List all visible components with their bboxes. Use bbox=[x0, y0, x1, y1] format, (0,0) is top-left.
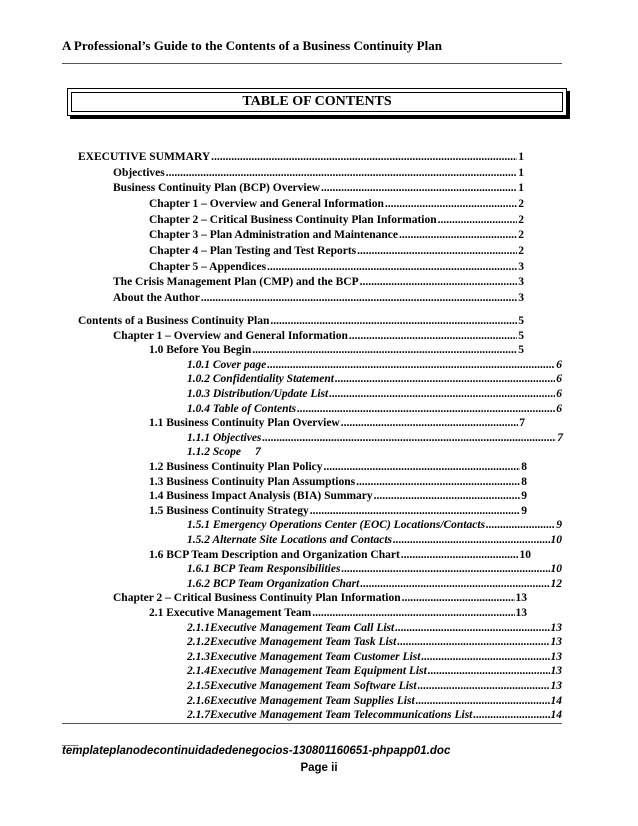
toc-entry[interactable] bbox=[113, 591, 527, 606]
toc-entry-page: 2 bbox=[518, 229, 524, 241]
toc-entry-text: 1.3 Business Continuity Plan Assumptions bbox=[149, 476, 356, 488]
toc-entry[interactable] bbox=[149, 213, 524, 228]
toc-entry-page: 6 bbox=[556, 373, 562, 385]
toc-entry-page: 7 bbox=[519, 417, 525, 429]
toc-entry-text: 1.0.1 Cover page bbox=[187, 359, 267, 371]
toc-entry-page: 10 bbox=[519, 549, 531, 561]
toc-entry-page: 5 bbox=[518, 344, 524, 356]
toc-leader bbox=[473, 708, 549, 723]
toc-leader bbox=[201, 291, 517, 306]
toc-entry-page: 1 bbox=[518, 182, 524, 194]
toc-entry-text: 1.2 Business Continuity Plan Policy bbox=[149, 461, 323, 473]
toc-entry-text: 1.5.1 Emergency Operations Center (EOC) Locations/Contacts bbox=[187, 519, 486, 531]
toc-leader bbox=[321, 181, 517, 196]
toc-entry[interactable] bbox=[149, 548, 531, 563]
toc-entry-text: EXECUTIVE SUMMARY bbox=[78, 151, 211, 163]
toc-entry-text: Chapter 1 – Overview and General Information bbox=[149, 198, 384, 210]
toc-leader bbox=[402, 591, 515, 606]
toc-entry-page: 13 bbox=[550, 622, 562, 634]
toc-entry-text: Contents of a Business Continuity Plan bbox=[78, 315, 270, 327]
toc-leader bbox=[395, 621, 549, 636]
toc-entry-page: 14 bbox=[550, 709, 562, 721]
toc-entry-page: 3 bbox=[518, 261, 524, 273]
toc-leader bbox=[252, 343, 517, 358]
document-header-title: A Professional’s Guide to the Contents of a Business Continuity Plan bbox=[62, 38, 442, 53]
toc-entry[interactable] bbox=[187, 650, 562, 665]
toc-leader bbox=[267, 260, 517, 275]
toc-leader bbox=[360, 577, 549, 592]
toc-entry-page: 13 bbox=[550, 680, 562, 692]
toc-entry-page: 8 bbox=[521, 476, 527, 488]
toc-entry[interactable] bbox=[113, 181, 524, 196]
toc-entry-text: 1.5.2 Alternate Site Locations and Contacts bbox=[187, 534, 392, 546]
toc-entry-page: 7 bbox=[254, 446, 261, 458]
toc-entry-page: 10 bbox=[550, 534, 562, 546]
toc-leader bbox=[341, 416, 519, 431]
toc-entry-text: Chapter 2 – Critical Business Continuity Plan Information bbox=[113, 592, 401, 604]
toc-entry-text: Chapter 1 – Overview and General Information bbox=[113, 330, 348, 342]
toc-entry[interactable] bbox=[187, 533, 562, 548]
toc-entry-text: Chapter 4 – Plan Testing and Test Reports bbox=[149, 245, 357, 257]
toc-leader bbox=[397, 635, 549, 650]
toc-leader bbox=[393, 533, 550, 548]
toc-leader bbox=[428, 664, 550, 679]
toc-entry-page: 12 bbox=[550, 578, 562, 590]
toc-entry-text: Objectives bbox=[113, 167, 165, 179]
toc-heading: TABLE OF CONTENTS bbox=[242, 94, 392, 109]
toc-entry-page: 5 bbox=[518, 315, 524, 327]
toc-leader bbox=[401, 548, 519, 563]
toc-entry[interactable] bbox=[149, 244, 524, 259]
toc-entry-page: 2 bbox=[518, 214, 524, 226]
toc-entry[interactable] bbox=[113, 166, 524, 181]
toc-entry[interactable] bbox=[149, 228, 524, 243]
toc-entry-page: 13 bbox=[515, 607, 527, 619]
toc-entry-page: 6 bbox=[556, 359, 562, 371]
toc-entry-text: 2.1.2Executive Management Team Task List bbox=[187, 636, 397, 648]
toc-entry-text: 2.1.1Executive Management Team Call List bbox=[187, 622, 395, 634]
toc-leader bbox=[329, 387, 555, 402]
toc-entry-page: 6 bbox=[556, 388, 562, 400]
toc-entry-page: 2 bbox=[518, 198, 524, 210]
toc-entry[interactable] bbox=[187, 635, 562, 650]
toc-entry-text: 1.0 Before You Begin bbox=[149, 344, 252, 356]
toc-entry-text: 1.1 Business Continuity Plan Overview bbox=[149, 417, 340, 429]
toc-entry-text: 1.0.2 Confidentiality Statement bbox=[187, 373, 334, 385]
toc-entry-text: 2.1.4Executive Management Team Equipment List bbox=[187, 665, 427, 677]
toc-entry-page: 5 bbox=[518, 330, 524, 342]
toc-heading-box bbox=[67, 88, 567, 116]
toc-entry[interactable] bbox=[149, 606, 527, 621]
toc-entry-page: 13 bbox=[550, 665, 562, 677]
toc-entry-text: 1.0.3 Distribution/Update List bbox=[187, 388, 329, 400]
toc-leader bbox=[270, 314, 517, 329]
toc-entry-page: 9 bbox=[521, 490, 527, 502]
toc-entry-text: 2.1.7Executive Management Team Telecommunications List bbox=[187, 709, 473, 721]
toc-entry[interactable] bbox=[113, 275, 524, 290]
toc-leader bbox=[349, 329, 517, 344]
toc-entry[interactable] bbox=[149, 260, 524, 275]
toc-leader bbox=[356, 475, 520, 490]
toc-leader bbox=[357, 244, 517, 259]
toc-entry-page: 6 bbox=[556, 403, 562, 415]
toc-entry-text: About the Author bbox=[113, 292, 200, 304]
toc-entry-text: 2.1 Executive Management Team bbox=[149, 607, 312, 619]
toc-leader bbox=[267, 358, 555, 373]
header-divider bbox=[62, 63, 562, 64]
toc-entry[interactable] bbox=[113, 291, 524, 306]
toc-entry[interactable] bbox=[187, 621, 562, 636]
toc-entry[interactable] bbox=[187, 518, 562, 533]
toc-leader bbox=[421, 650, 549, 665]
toc-leader bbox=[399, 228, 517, 243]
toc-entry[interactable] bbox=[78, 314, 524, 329]
toc-leader bbox=[166, 166, 518, 181]
toc-entry-page: 13 bbox=[550, 636, 562, 648]
toc-entry[interactable] bbox=[187, 562, 562, 577]
toc-entry-text: 1.4 Business Impact Analysis (BIA) Summary bbox=[149, 490, 373, 502]
toc-entry-text: 1.6.2 BCP Team Organization Chart bbox=[187, 578, 360, 590]
toc-entry[interactable] bbox=[78, 150, 524, 165]
toc-entry[interactable] bbox=[149, 197, 524, 212]
toc-entry-page: 13 bbox=[550, 651, 562, 663]
toc-entry-page: 9 bbox=[521, 505, 527, 517]
footer-filename: templateplanodecontinuidadedenegocios-130801160651-phpapp01.doc bbox=[62, 745, 451, 757]
toc-entry-text: 1.1.2 Scope bbox=[187, 446, 241, 458]
toc-entry[interactable] bbox=[187, 679, 562, 694]
toc-entry-text: Chapter 2 – Critical Business Continuity Plan Information bbox=[149, 214, 437, 226]
toc-leader bbox=[335, 372, 555, 387]
toc-entry[interactable] bbox=[187, 708, 562, 723]
toc-leader bbox=[418, 679, 550, 694]
toc-entry[interactable] bbox=[187, 445, 261, 460]
toc-leader bbox=[310, 504, 521, 519]
toc-entry-page: 3 bbox=[518, 292, 524, 304]
toc-entry-text: 1.1.1 Objectives bbox=[187, 432, 262, 444]
toc-entry-page: 1 bbox=[518, 151, 524, 163]
toc-entry-text: 1.6.1 BCP Team Responsibilities bbox=[187, 563, 341, 575]
toc-entry-page: 7 bbox=[557, 432, 563, 444]
toc-entry-text: Chapter 3 – Plan Administration and Maintenance bbox=[149, 229, 398, 241]
toc-entry-text: 2.1.5Executive Management Team Software List bbox=[187, 680, 417, 692]
toc-entry[interactable] bbox=[187, 358, 562, 373]
toc-entry-page: 9 bbox=[556, 519, 562, 531]
toc-entry-text: 1.5 Business Continuity Strategy bbox=[149, 505, 309, 517]
toc-entry-text: 2.1.6Executive Management Team Supplies List bbox=[187, 695, 415, 707]
toc-leader bbox=[341, 562, 549, 577]
toc-entry-page: 1 bbox=[518, 167, 524, 179]
toc-leader bbox=[438, 213, 518, 228]
toc-leader bbox=[374, 489, 521, 504]
toc-leader bbox=[416, 694, 550, 709]
toc-leader bbox=[312, 606, 514, 621]
toc-leader bbox=[211, 150, 517, 165]
toc-entry-page: 13 bbox=[515, 592, 527, 604]
toc-entry[interactable] bbox=[149, 475, 527, 490]
toc-entry-page: 2 bbox=[518, 245, 524, 257]
toc-entry[interactable] bbox=[187, 694, 562, 709]
toc-entry[interactable] bbox=[149, 489, 527, 504]
toc-entry-text: 1.0.4 Table of Contents bbox=[187, 403, 297, 415]
toc-entry-page: 14 bbox=[550, 695, 562, 707]
toc-entry[interactable] bbox=[187, 387, 562, 402]
page-number: Page ii bbox=[300, 762, 338, 774]
toc-leader bbox=[486, 518, 555, 533]
toc-entry[interactable] bbox=[149, 343, 524, 358]
toc-entry-page: 8 bbox=[521, 461, 527, 473]
toc-entry[interactable] bbox=[187, 431, 563, 446]
toc-entry-text: Business Continuity Plan (BCP) Overview bbox=[113, 182, 321, 194]
toc-entry-text: 2.1.3Executive Management Team Customer List bbox=[187, 651, 421, 663]
toc-entry[interactable] bbox=[187, 577, 562, 592]
toc-leader bbox=[324, 460, 521, 475]
toc-entry-text: The Crisis Management Plan (CMP) and the BCP bbox=[113, 276, 359, 288]
toc-leader bbox=[262, 431, 556, 446]
toc-entry-text: 1.6 BCP Team Description and Organization Chart bbox=[149, 549, 400, 561]
toc-entry-page: 10 bbox=[550, 563, 562, 575]
toc-entry[interactable] bbox=[149, 460, 527, 475]
toc-entry[interactable] bbox=[187, 402, 562, 417]
toc-entry[interactable] bbox=[149, 504, 527, 519]
toc-leader bbox=[297, 402, 555, 417]
footer-divider bbox=[62, 723, 562, 724]
footer-underscore: ___ bbox=[62, 735, 79, 747]
toc-leader bbox=[360, 275, 518, 290]
toc-entry[interactable] bbox=[113, 329, 524, 344]
toc-entry[interactable] bbox=[149, 416, 525, 431]
toc-entry-text: Chapter 5 – Appendices bbox=[149, 261, 267, 273]
toc-entry-page: 3 bbox=[518, 276, 524, 288]
toc-leader bbox=[385, 197, 517, 212]
toc-entry[interactable] bbox=[187, 664, 562, 679]
toc-entry[interactable] bbox=[187, 372, 562, 387]
